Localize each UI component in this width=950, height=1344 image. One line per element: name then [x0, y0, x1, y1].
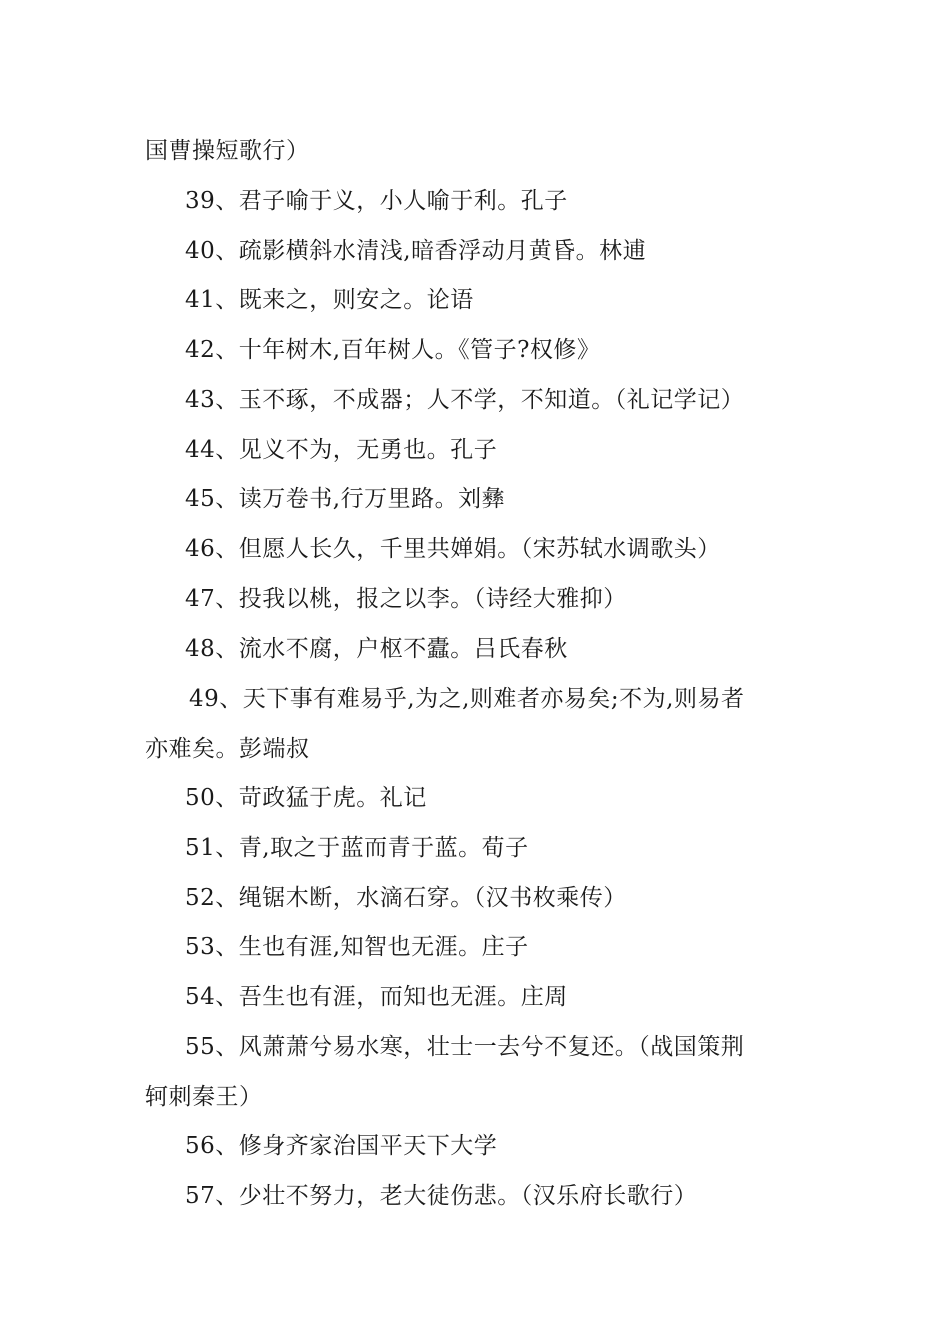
quote-57: 57、少壮不努力，老大徒伤悲。（汉乐府长歌行）: [185, 1183, 698, 1209]
quote-39: 39、君子喻于义，小人喻于利。孔子: [185, 188, 568, 214]
quote-44: 44、见义不为，无勇也。孔子: [185, 437, 498, 463]
quote-47: 47、投我以桃，报之以李。（诗经大雅抑）: [185, 586, 627, 612]
quote-54: 54、吾生也有涯，而知也无涯。庄周: [185, 984, 568, 1010]
quote-49-continuation: 亦难矣。彭端叔: [145, 736, 310, 762]
quote-45: 45、读万卷书,行万里路。刘彝: [185, 486, 506, 512]
quote-55: 55、风萧萧兮易水寒，壮士一去兮不复还。（战国策荆: [185, 1034, 745, 1060]
quote-41: 41、既来之，则安之。论语: [185, 287, 474, 313]
quote-43: 43、玉不琢，不成器；人不学，不知道。（礼记学记）: [185, 387, 745, 413]
text-line-continuation: 国曹操短歌行）: [145, 138, 310, 164]
quote-42: 42、十年树木,百年树人。《管子?权修》: [185, 337, 601, 363]
quote-53: 53、生也有涯,知智也无涯。庄子: [185, 934, 529, 960]
quote-48: 48、流水不腐，户枢不蠹。吕氏春秋: [185, 636, 568, 662]
quote-55-continuation: 轲刺秦王）: [145, 1084, 263, 1110]
quote-52: 52、绳锯木断，水滴石穿。（汉书枚乘传）: [185, 885, 627, 911]
quote-50: 50、苛政猛于虎。礼记: [185, 785, 427, 811]
quote-51: 51、青,取之于蓝而青于蓝。荀子: [185, 835, 529, 861]
quote-46: 46、但愿人长久，千里共婵娟。（宋苏轼水调歌头）: [185, 536, 721, 562]
quote-40: 40、疏影横斜水清浅,暗香浮动月黄昏。林逋: [185, 238, 647, 264]
quote-56: 56、修身齐家治国平天下大学: [185, 1133, 498, 1159]
quote-49: 49、天下事有难易乎,为之,则难者亦易矣;不为,则易者: [189, 686, 745, 712]
